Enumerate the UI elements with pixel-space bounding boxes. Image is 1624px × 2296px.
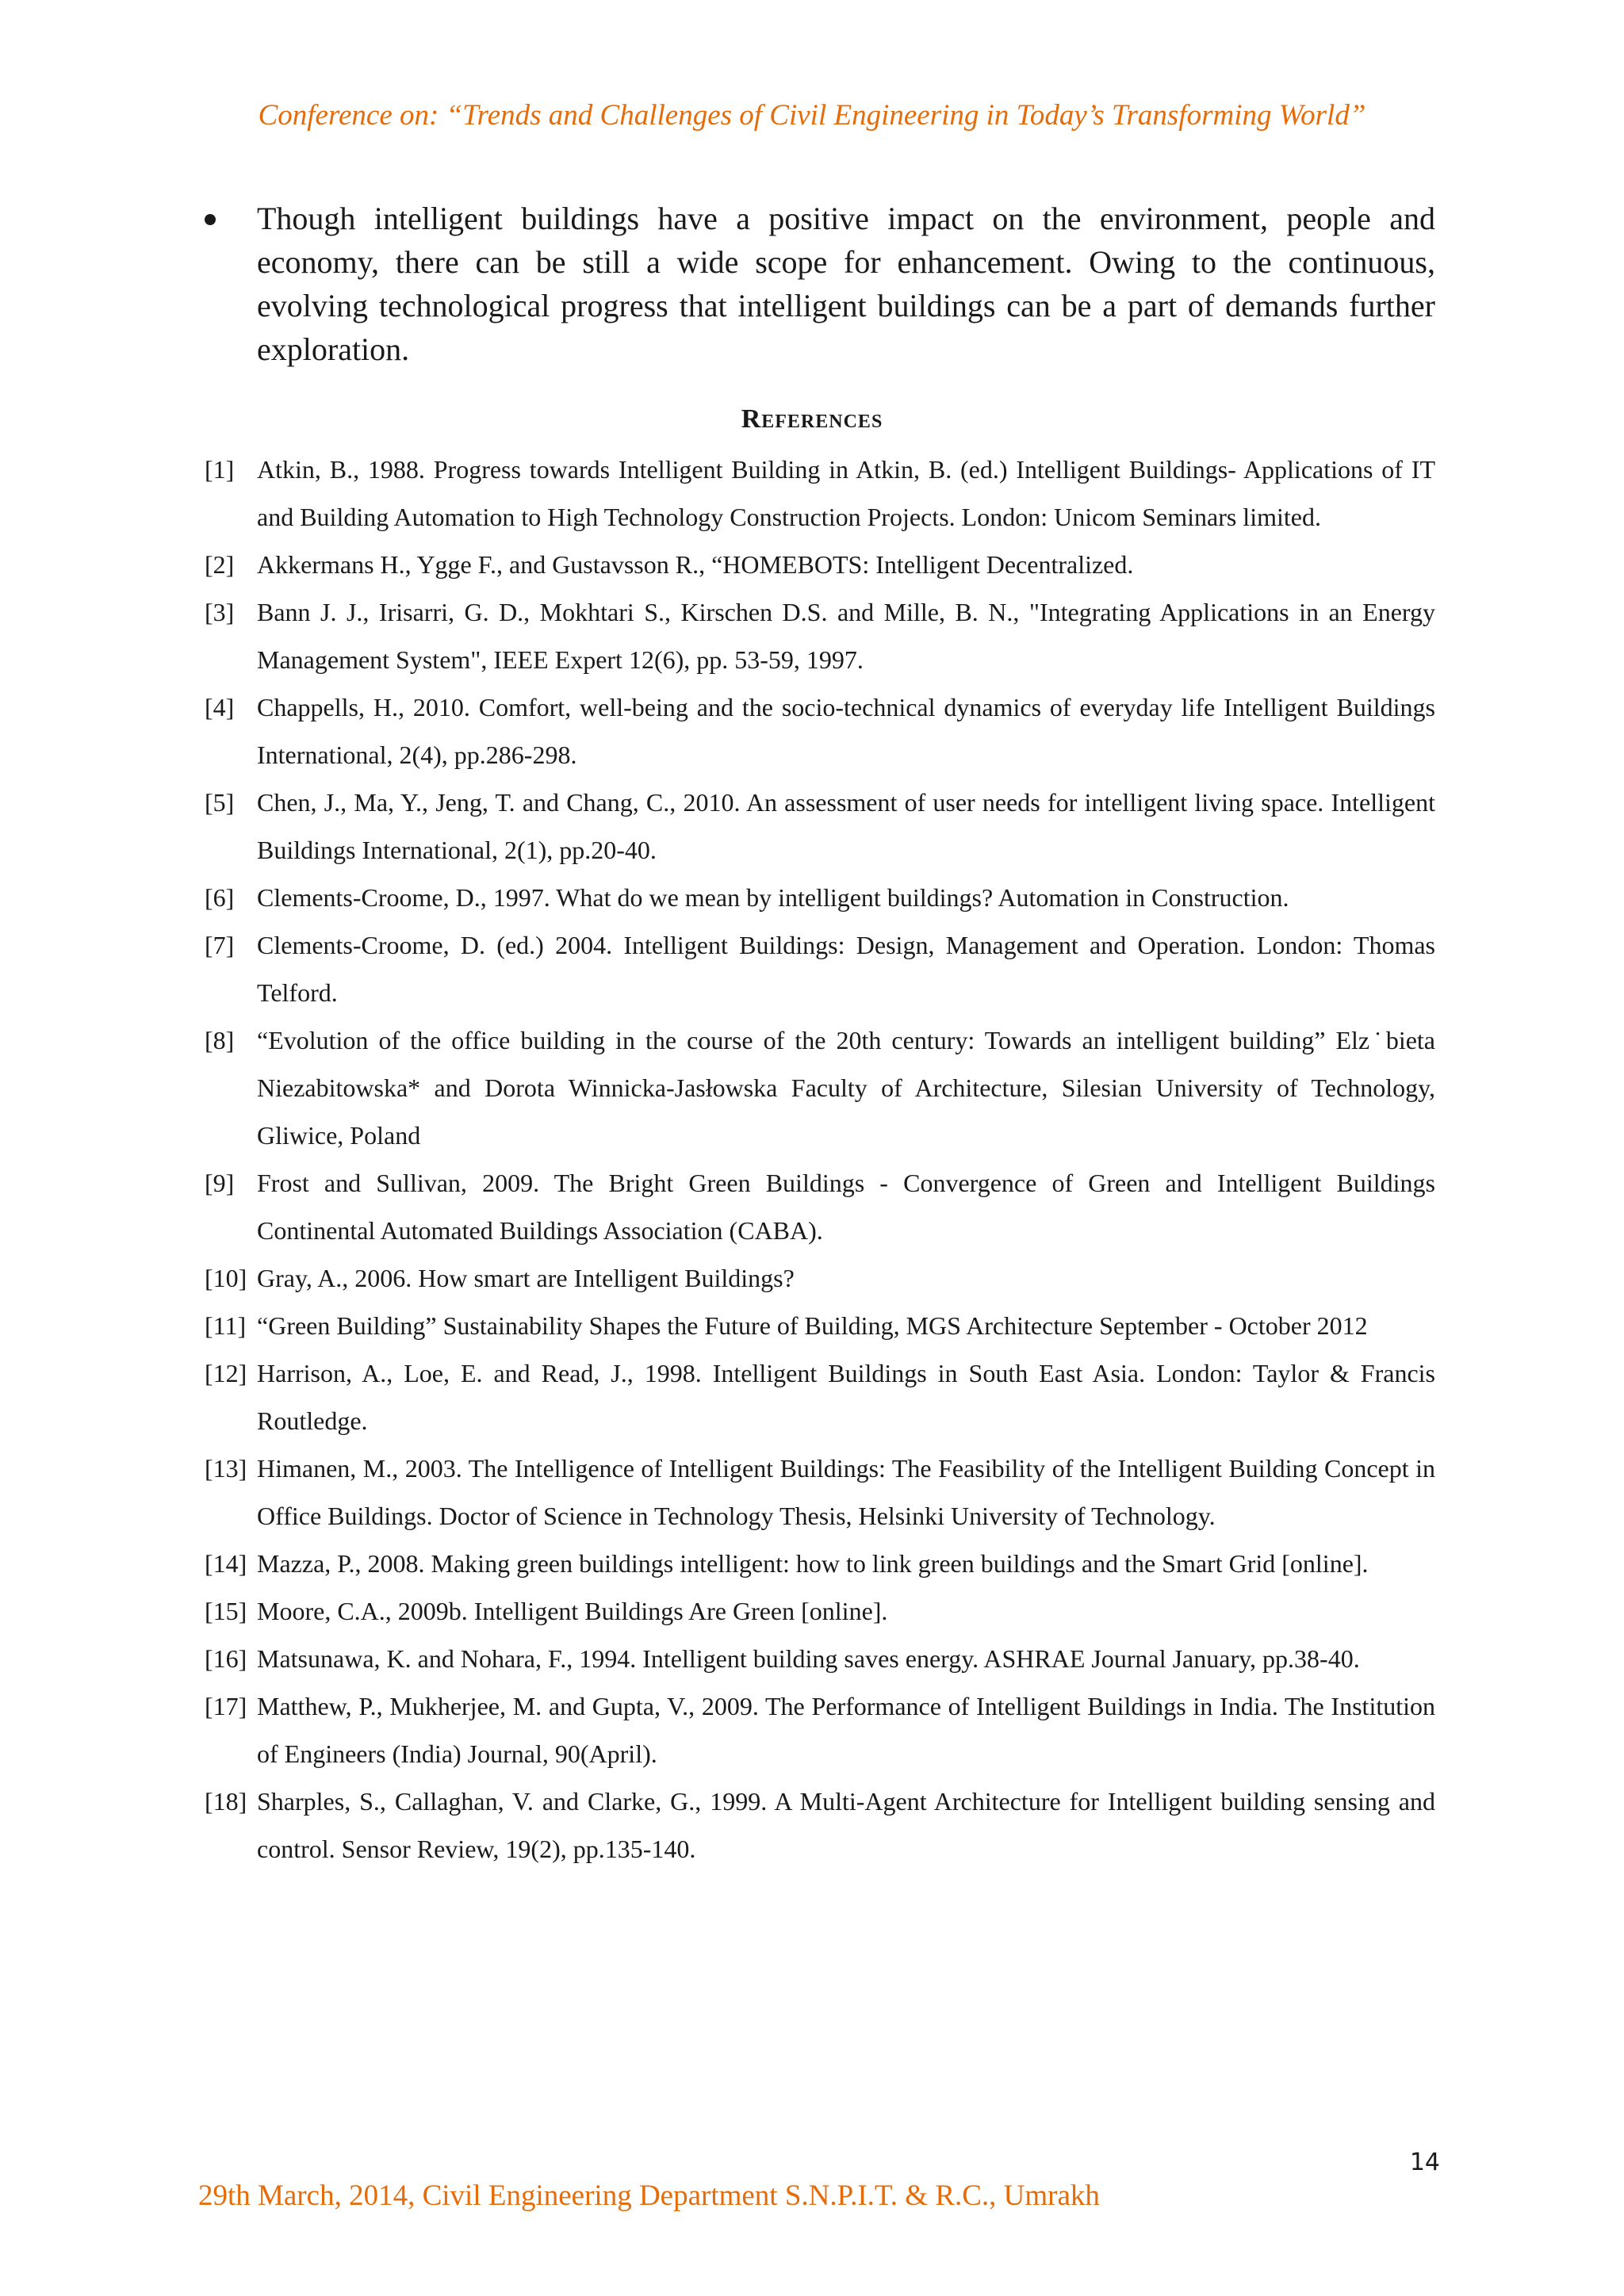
reference-item	[205, 921, 1435, 1016]
references-heading: References	[741, 404, 883, 434]
reference-number: [1]	[205, 455, 235, 484]
reference-text: Chappells, H., 2010. Comfort, well-being and the socio-technical dynamics of everyday life Intelligent Buildings International, 2(4), pp.286-298.	[257, 693, 1435, 769]
reference-number: [15]	[205, 1597, 247, 1625]
reference-item	[205, 1635, 1435, 1682]
bullet-paragraph	[205, 197, 1435, 371]
reference-text: “Green Building” Sustainability Shapes the Future of Building, MGS Architecture September - October 2012	[257, 1311, 1368, 1340]
reference-number: [10]	[205, 1264, 247, 1292]
reference-list	[205, 446, 1435, 1873]
reference-number: [16]	[205, 1644, 247, 1673]
reference-number: [14]	[205, 1549, 247, 1578]
reference-item	[205, 1016, 1435, 1159]
reference-text: Matthew, P., Mukherjee, M. and Gupta, V., 2009. The Performance of Intelligent Buildings in India. The Institution of Engineers (India) Journal, 90(April).	[257, 1692, 1435, 1768]
running-footer: 29th March, 2014, Civil Engineering Department S.N.P.I.T. & R.C., Umrakh	[198, 2179, 1100, 2212]
reference-text: Akkermans H., Ygge F., and Gustavsson R., “HOMEBOTS: Intelligent Decentralized.	[257, 550, 1134, 579]
reference-item	[205, 779, 1435, 874]
reference-item	[205, 1159, 1435, 1254]
reference-text: Frost and Sullivan, 2009. The Bright Green Buildings - Convergence of Green and Intelligent Buildings Continental Automated Buildings Association (CABA).	[257, 1169, 1435, 1245]
reference-text: Matsunawa, K. and Nohara, F., 1994. Intelligent building saves energy. ASHRAE Journal January, pp.38-40.	[257, 1644, 1360, 1673]
reference-number: [3]	[205, 598, 235, 626]
reference-item	[205, 1682, 1435, 1777]
reference-item	[205, 1540, 1435, 1587]
reference-item	[205, 683, 1435, 779]
reference-number: [17]	[205, 1692, 247, 1720]
reference-text: Sharples, S., Callaghan, V. and Clarke, G., 1999. A Multi-Agent Architecture for Intelligent building sensing and control. Sensor Review, 19(2), pp.135-140.	[257, 1787, 1435, 1863]
reference-text: Harrison, A., Loe, E. and Read, J., 1998. Intelligent Buildings in South East Asia. London: Taylor & Francis Routledge.	[257, 1359, 1435, 1435]
reference-number: [7]	[205, 931, 235, 959]
bullet-text: Though intelligent buildings have a positive impact on the environment, people and economy, there can be still a wide scope for enhancement. Owing to the continuous, evolving technological progress that intelligent buildings can be a part of demands further exploration.	[257, 201, 1435, 367]
reference-item	[205, 1777, 1435, 1873]
reference-item	[205, 874, 1435, 921]
bullet-icon	[205, 214, 216, 225]
reference-text: Gray, A., 2006. How smart are Intelligent Buildings?	[257, 1264, 795, 1292]
reference-number: [4]	[205, 693, 235, 721]
reference-item	[205, 1302, 1435, 1349]
reference-number: [13]	[205, 1454, 247, 1483]
reference-number: [12]	[205, 1359, 247, 1387]
reference-text: Clements-Croome, D., 1997. What do we mean by intelligent buildings? Automation in Construction.	[257, 883, 1289, 912]
reference-item	[205, 588, 1435, 683]
reference-text: Clements-Croome, D. (ed.) 2004. Intelligent Buildings: Design, Management and Operation. London: Thomas Telford.	[257, 931, 1435, 1007]
running-header: Conference on: “Trends and Challenges of Civil Engineering in Today’s Transforming World”	[258, 99, 1366, 132]
reference-number: [11]	[205, 1311, 247, 1340]
reference-text: Bann J. J., Irisarri, G. D., Mokhtari S., Kirschen D.S. and Mille, B. N., "Integrating Applications in an Energy Management System", IEEE Expert 12(6), pp. 53-59, 1997.	[257, 598, 1435, 674]
reference-number: [6]	[205, 883, 235, 912]
reference-text: Atkin, B., 1988. Progress towards Intelligent Building in Atkin, B. (ed.) Intelligent Buildings- Applications of IT and Building Automation to High Technology Construction Projects. London: Unicom Seminars limited.	[257, 455, 1435, 531]
reference-text: Mazza, P., 2008. Making green buildings intelligent: how to link green buildings and the Smart Grid [online].	[257, 1549, 1369, 1578]
reference-text: Moore, C.A., 2009b. Intelligent Buildings Are Green [online].	[257, 1597, 888, 1625]
reference-item	[205, 1254, 1435, 1302]
reference-number: [5]	[205, 788, 235, 817]
reference-item	[205, 541, 1435, 588]
reference-number: [9]	[205, 1169, 235, 1197]
reference-number: [2]	[205, 550, 235, 579]
reference-text: “Evolution of the office building in the course of the 20th century: Towards an intelligent building” Elz˙bieta Niezabitowska* and Dorota Winnicka-Jasłowska Faculty of Architecture, Silesian University of Technology, Gliwice, Poland	[257, 1026, 1435, 1150]
reference-number: [8]	[205, 1026, 235, 1054]
page-number: 14	[1409, 2149, 1440, 2176]
reference-number: [18]	[205, 1787, 247, 1816]
reference-item	[205, 1349, 1435, 1445]
reference-item	[205, 1445, 1435, 1540]
reference-text: Himanen, M., 2003. The Intelligence of Intelligent Buildings: The Feasibility of the Intelligent Building Concept in Office Buildings. Doctor of Science in Technology Thesis, Helsinki University of Technology.	[257, 1454, 1435, 1530]
reference-item	[205, 446, 1435, 541]
reference-item	[205, 1587, 1435, 1635]
reference-text: Chen, J., Ma, Y., Jeng, T. and Chang, C., 2010. An assessment of user needs for intelligent living space. Intelligent Buildings International, 2(1), pp.20-40.	[257, 788, 1435, 864]
